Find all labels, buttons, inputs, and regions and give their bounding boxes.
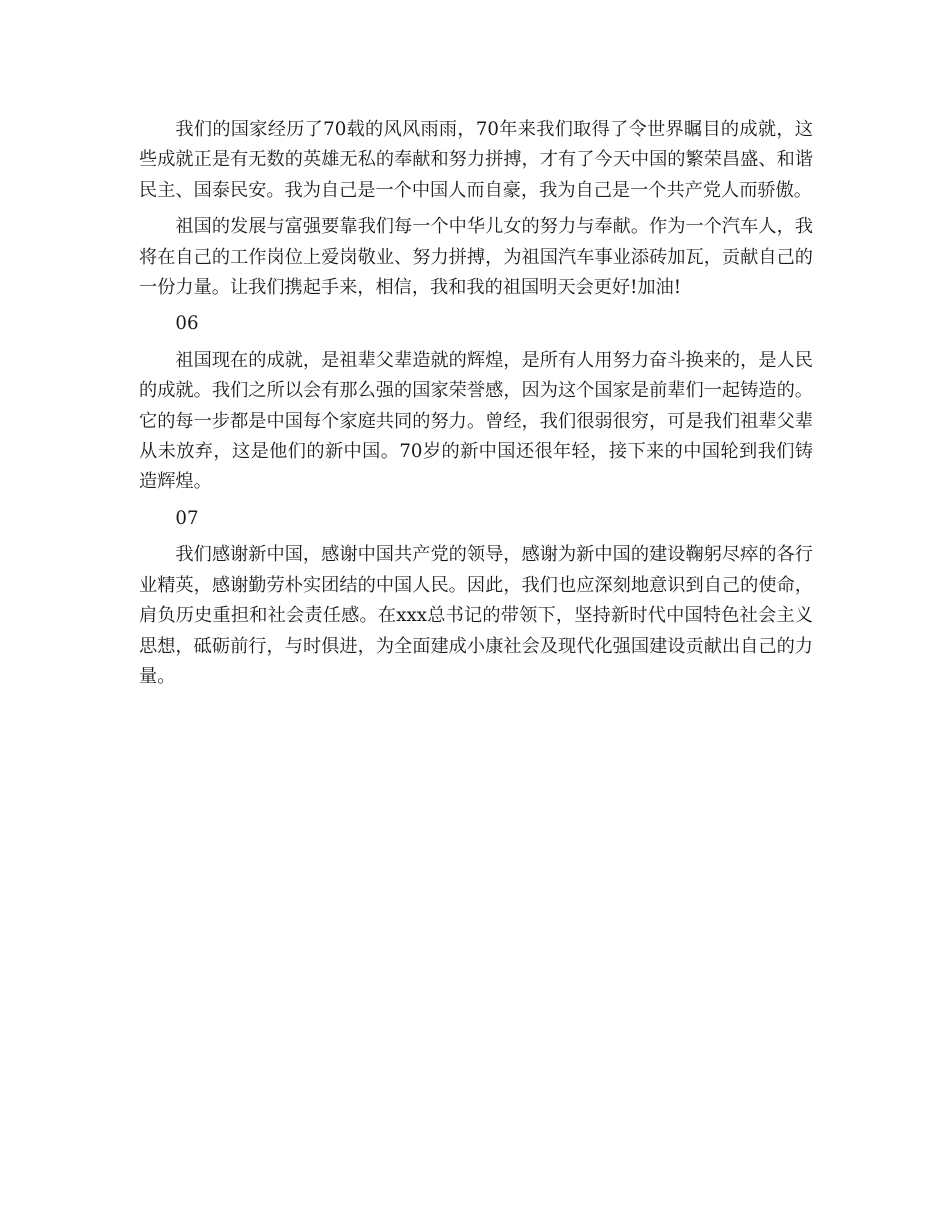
document-body: [139, 115, 813, 698]
paragraph: 祖国现在的成就，是祖辈父辈造就的辉煌，是所有人用努力奋斗换来的，是人民的成就。我们之所以会有那么强的国家荣誉感，因为这个国家是前辈们一起铸造的。它的每一步都是中国每个家庭共同的努力。曾经，我们很弱很穷，可是我们祖辈父辈从未放弃，这是他们的新中国。70岁的新中国还很年轻，接下来的中国轮到我们铸造辉煌。: [139, 349, 813, 493]
section-number: 07: [175, 507, 199, 529]
section-number: 06: [175, 313, 199, 335]
paragraph: 祖国的发展与富强要靠我们每一个中华儿女的努力与奉献。作为一个汽车人，我将在自己的工作岗位上爱岗敬业、努力拼搏，为祖国汽车事业添砖加瓦，贡献自己的一份力量。让我们携起手来，相信，我和我的祖国明天会更好!加油!: [139, 216, 813, 299]
paragraph: 我们的国家经历了70载的风风雨雨，70年来我们取得了令世界瞩目的成就，这些成就正是有无数的英雄无私的奉献和努力拼搏，才有了今天中国的繁荣昌盛、和谐民主、国泰民安。我为自己是一个中国人而自豪，我为自己是一个共产党人而骄傲。: [139, 119, 813, 201]
paragraph: 我们感谢新中国，感谢中国共产党的领导，感谢为新中国的建设鞠躬尽瘁的各行业精英，感谢勤劳朴实团结的中国人民。因此，我们也应深刻地意识到自己的使命，肩负历史重担和社会责任感。在xxx总书记的带领下，坚持新时代中国特色社会主义思想，砥砺前行，与时俱进，为全面建成小康社会及现代化强国建设贡献出自己的力量。: [139, 544, 813, 687]
